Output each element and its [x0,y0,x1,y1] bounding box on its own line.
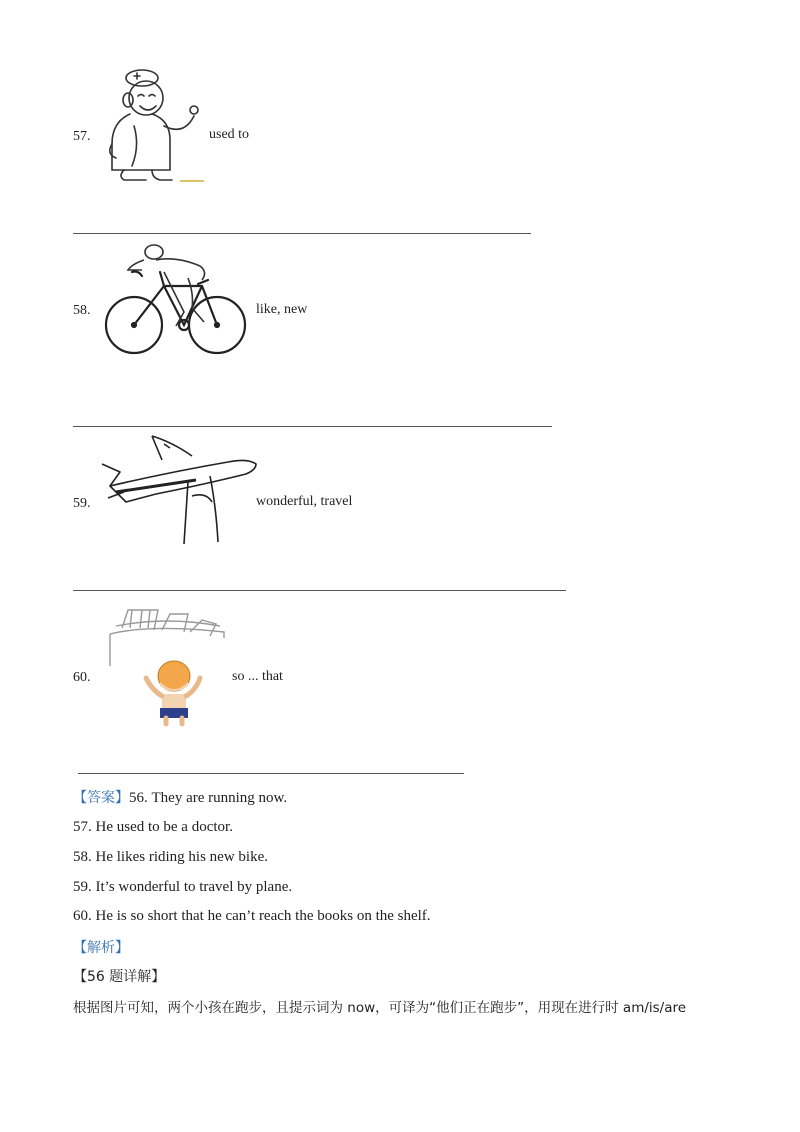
doctor-picture [104,66,204,186]
answer-line-60: 60. He is so short that he can’t reach the books on the shelf. [73,908,431,924]
question-60-hint: so ... that [232,669,283,684]
question-60-answer-line [78,773,464,774]
bicycle-picture [104,242,250,360]
question-60-number: 60. [73,670,91,685]
question-58-number: 58. [73,303,91,318]
answer-line-56 [73,791,287,806]
analysis-label: 【解析】 [73,940,129,956]
answer-line-58: 58. He likes riding his new bike. [73,849,268,865]
question-57-hint: used to [209,127,250,142]
answer-text-56: 56. They are running now. [129,790,288,806]
answer-line-59: 59. It’s wonderful to travel by plane. [73,879,293,895]
question-58-hint: like, new [256,302,308,317]
answer-line-57: 57. He used to be a doctor. [73,819,233,835]
analysis-detail-heading: 【56 题详解】 [73,969,166,985]
question-57-number: 57. [73,129,91,144]
question-59-hint: wonderful, travel [256,494,353,509]
question-59-answer-line [73,590,566,591]
question-58-answer-line [73,426,552,427]
analysis-paragraph: 根据图片可知，两个小孩在跑步，且提示词为 now，可译为“他们正在跑步”，用现在进行时 am/is/are [73,1000,687,1016]
question-57-answer-line [73,233,531,234]
question-59-number: 59. [73,496,91,511]
boy-bookshelf-picture [106,600,228,730]
airplane-picture [102,436,258,546]
answer-label: 【答案】 [73,790,129,806]
